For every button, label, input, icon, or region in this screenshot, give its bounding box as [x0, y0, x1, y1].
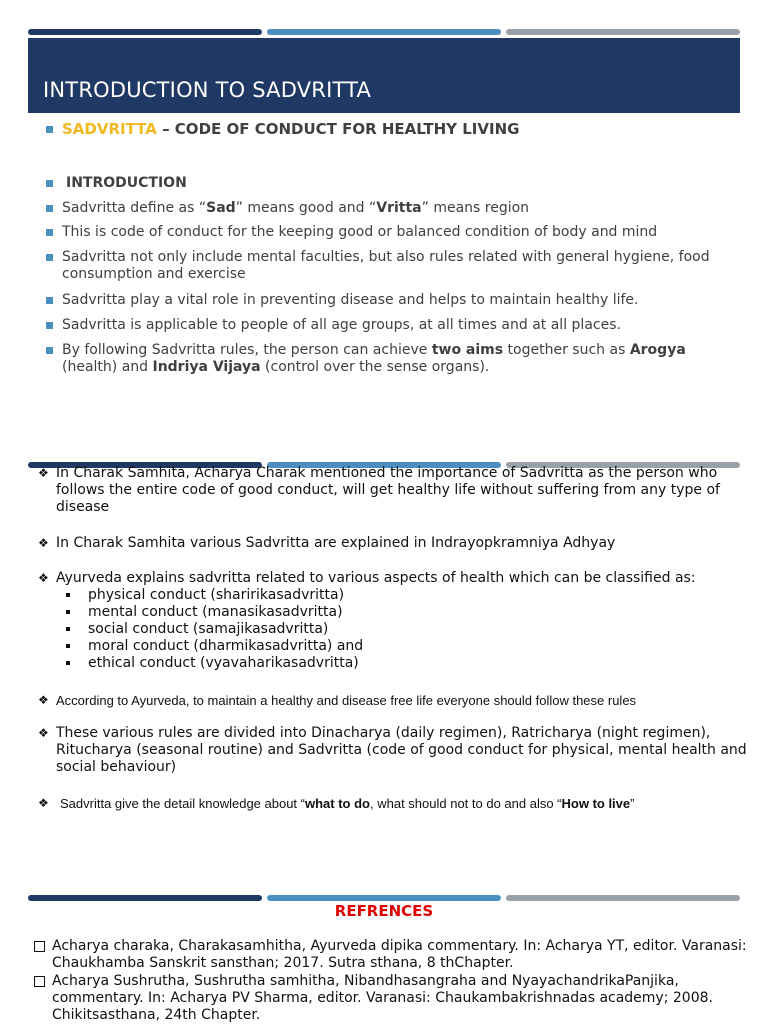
paragraph-text: Sadvritta give the detail knowledge about “ [60, 796, 305, 811]
list-item-text: moral conduct (dharmikasadvritta) and [88, 638, 364, 654]
bold-text: Sad [206, 200, 236, 216]
diamond-item [38, 692, 756, 709]
reference-text: Acharya charaka, Charakasamhitha, Ayurveda dipika commentary. In: Acharya YT, editor. Varanasi: Chaukhamba Sanskrit sansthan; 2017. Sutra sthana, 8 thChapter. [52, 938, 747, 971]
bullet-text: Sadvritta is applicable to people of all age groups, at all times and at all places. [62, 317, 621, 333]
subtitle-rest: – CODE OF CONDUCT FOR HEALTHY LIVING [156, 120, 520, 138]
list-item-text: physical conduct (sharirikasadvritta) [88, 587, 345, 603]
top-strip-grey [506, 29, 740, 35]
diamond-bullet-icon: ❖ [38, 466, 49, 480]
list-item [66, 655, 363, 672]
slide-title: INTRODUCTION TO SADVRITTA [43, 78, 372, 102]
paragraph-text: According to Ayurveda, to maintain a healthy and disease free life everyone should follow these rules [56, 693, 637, 708]
bullet-item [46, 200, 742, 217]
bold-text: what to do [305, 796, 370, 811]
paragraph-text: , what should not to do and also “ [370, 796, 562, 811]
bullet-text: Sadvritta not only include mental faculties, but also rules related with general hygiene, food consumption and exercise [62, 249, 710, 282]
list-item [66, 638, 363, 655]
diamond-item [38, 465, 756, 516]
bullet-item [46, 224, 742, 241]
diamond-bullet-icon: ❖ [38, 536, 49, 550]
bullet-text: ” means region [421, 200, 530, 216]
diamond-item [38, 570, 756, 587]
intro-heading-item [46, 175, 742, 192]
diamond-item [38, 725, 756, 776]
bullet-square-icon [46, 297, 53, 304]
paragraph-text: ” [630, 796, 635, 811]
bullet-item [46, 292, 742, 309]
references-heading: REFRENCES [334, 902, 434, 920]
bullet-dot-icon [66, 661, 70, 665]
bullet-dot-icon [66, 644, 70, 648]
bullet-text: together such as [503, 342, 630, 358]
list-item-text: mental conduct (manasikasadvritta) [88, 604, 343, 620]
reference-item [34, 938, 764, 972]
bullet-text: ” means good and “ [235, 200, 377, 216]
top-strip-navy [28, 29, 262, 35]
bullet-square-icon [46, 322, 53, 329]
bottom-strip-grey [506, 895, 740, 901]
bullet-dot-icon [66, 610, 70, 614]
list-item-text: ethical conduct (vyavaharikasadvritta) [88, 655, 359, 671]
list-item-text: social conduct (samajikasadvritta) [88, 621, 329, 637]
bullet-square-icon [46, 126, 53, 133]
bullet-text: This is code of conduct for the keeping good or balanced condition of body and mind [62, 224, 658, 240]
intro-heading: INTRODUCTION [66, 175, 187, 191]
reference-item [34, 973, 764, 1024]
bottom-strip-blue [267, 895, 501, 901]
bullet-text: (health) and [62, 359, 153, 375]
bullet-dot-icon [66, 593, 70, 597]
bullet-text: (control over the sense organs). [260, 359, 490, 375]
title-band [28, 38, 740, 113]
diamond-item [38, 535, 756, 552]
bullet-square-icon [46, 205, 53, 212]
list-item [66, 604, 363, 621]
reference-text: Acharya Sushrutha, Sushrutha samhitha, Nibandhasangraha and NyayachandrikaPanjika, commentary. In: Acharya PV Sharma, editor. Varanasi: Chaukambakrishnadas academy; 2008. Chikitsasthana, 24th Chapter. [52, 973, 713, 1023]
bullet-square-icon [46, 180, 53, 187]
list-item [66, 587, 363, 604]
bullet-text: By following Sadvritta rules, the person can achieve [62, 342, 432, 358]
diamond-bullet-icon: ❖ [38, 693, 49, 707]
diamond-bullet-icon: ❖ [38, 571, 49, 585]
bold-text: two aims [431, 342, 504, 358]
diamond-bullet-icon: ❖ [38, 726, 49, 740]
paragraph-text: Ayurveda explains sadvritta related to various aspects of health which can be classified as: [56, 570, 696, 586]
bullet-square-icon [46, 347, 53, 354]
list-item [66, 621, 363, 638]
bottom-strip-navy [28, 895, 262, 901]
checkbox-bullet-icon [34, 941, 45, 952]
bold-text: Vritta [376, 200, 422, 216]
bullet-dot-icon [66, 627, 70, 631]
conduct-list [66, 587, 363, 672]
bold-text: How to live [561, 796, 631, 811]
bullet-item [46, 317, 742, 334]
bold-text: Indriya Vijaya [152, 359, 261, 375]
bold-text: Arogya [629, 342, 686, 358]
bullet-item [46, 249, 742, 283]
paragraph-text: These various rules are divided into Dinacharya (daily regimen), Ratricharya (night regimen), Ritucharya (seasonal routine) and Sadvritta (code of good conduct for physical, mental health and social behaviour) [56, 725, 747, 775]
bullet-text: Sadvritta define as “ [62, 200, 207, 216]
top-strip-blue [267, 29, 501, 35]
diamond-bullet-icon: ❖ [38, 796, 49, 810]
paragraph-text: In Charak Samhita various Sadvritta are explained in Indrayopkramniya Adhyay [56, 535, 616, 551]
bullet-square-icon [46, 254, 53, 261]
diamond-item [38, 795, 760, 812]
bullet-text: Sadvritta play a vital role in preventing disease and helps to maintain healthy life. [62, 292, 639, 308]
paragraph-text: In Charak Samhita, Acharya Charak mentioned the importance of Sadvritta as the person who follows the entire code of good conduct, will get healthy life without suffering from any type of disease [56, 465, 720, 515]
bullet-item [46, 342, 742, 376]
checkbox-bullet-icon [34, 976, 45, 987]
subtitle [46, 121, 742, 138]
bullet-square-icon [46, 229, 53, 236]
subtitle-accent: SADVRITTA [62, 120, 157, 138]
